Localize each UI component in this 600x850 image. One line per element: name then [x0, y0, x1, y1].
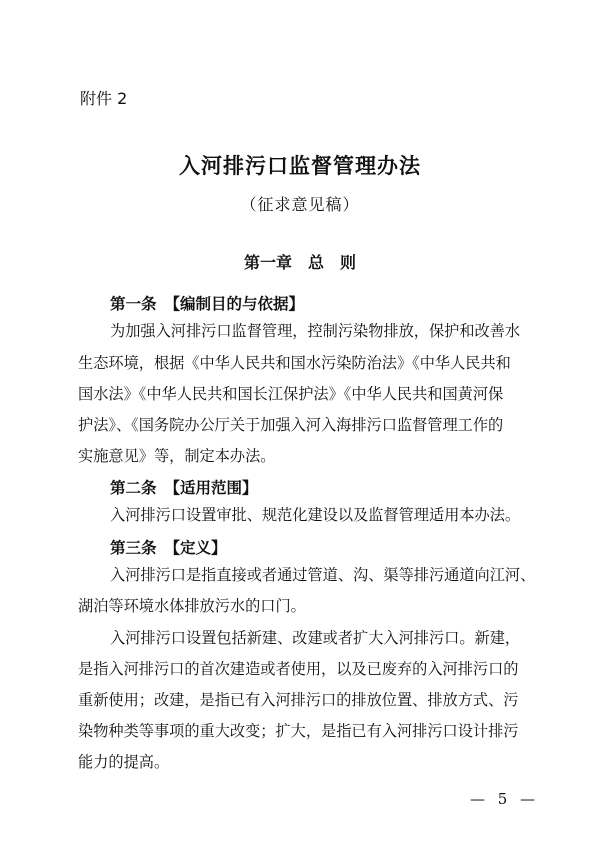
article-1-number: 第一条: [110, 295, 157, 313]
article-2-heading: [110, 476, 258, 498]
article-1-line: 国水法》《中华人民共和国长江保护法》《中华人民共和国黄河保: [78, 385, 504, 403]
document-subtitle: （征求意见稿）: [240, 195, 360, 214]
article-3-line: 入河排污口设置包括新建、改建或者扩大入河排污口。新建，: [110, 629, 521, 647]
article-3-line: 湖泊等环境水体排放污水的口门。: [78, 597, 306, 615]
article-1-line: 生态环境，根据《中华人民共和国水污染防治法》《中华人民共和: [78, 354, 511, 372]
article-3-heading: [110, 536, 227, 558]
article-2-title: 【适用范围】: [164, 479, 258, 497]
article-1-line: 为加强入河排污口监督管理，控制污染物排放，保护和改善水: [110, 322, 521, 340]
document-title: 入河排污口监督管理办法: [179, 153, 421, 178]
article-3-line: 是指入河排污口的首次建造或者使用，以及已废弃的入河排污口的: [78, 660, 519, 678]
attachment-label: 附件 2: [80, 89, 128, 108]
article-2-number: 第二条: [110, 479, 157, 497]
article-1-line: 实施意见》等，制定本办法。: [78, 447, 276, 465]
article-2-line: 入河排污口设置审批、规范化建设以及监督管理适用本办法。: [110, 506, 521, 524]
article-3-title: 【定义】: [164, 539, 227, 557]
article-1-heading: [110, 292, 304, 314]
article-1-title: 【编制目的与依据】: [164, 295, 305, 313]
chapter-title: 第一章 总 则: [243, 253, 356, 272]
article-1-line: 护法》、《国务院办公厅关于加强入河入海排污口监督管理工作的: [78, 416, 504, 434]
article-3-line: 染物种类等事项的重大改变；扩大，是指已有入河排污口设计排污: [78, 722, 519, 740]
article-3-line: 能力的提高。: [78, 753, 170, 771]
article-3-line: 重新使用；改建，是指已有入河排污口的排放位置、排放方式、污: [78, 691, 519, 709]
page-number: — 5 —: [470, 790, 540, 808]
article-3-number: 第三条: [110, 539, 157, 557]
article-3-line: 入河排污口是指直接或者通过管道、沟、渠等排污通道向江河、: [110, 566, 536, 584]
